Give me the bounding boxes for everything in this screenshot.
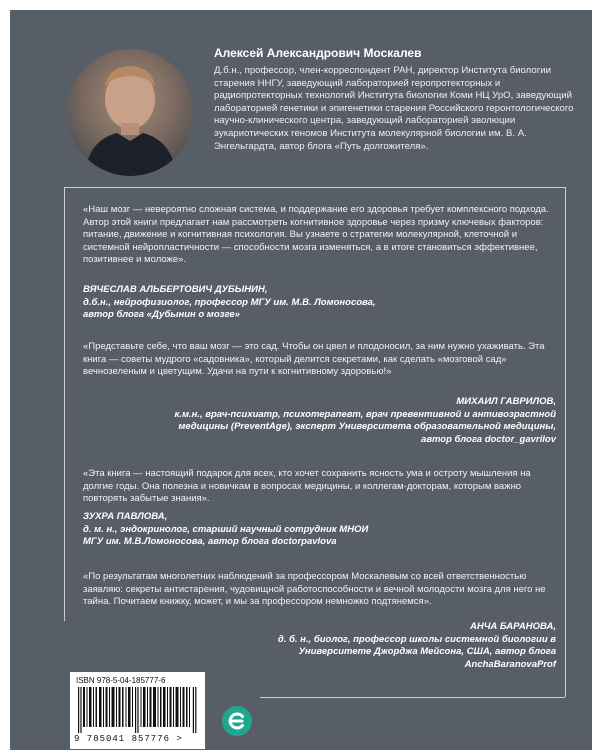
reviewer-name-4: АНЧА БАРАНОВА, [469,621,556,632]
reviewer-name-2: МИХАИЛ ГАВРИЛОВ, [456,396,556,407]
frame-right [565,187,566,697]
review-attribution-2 [170,396,556,446]
back-cover [10,10,592,750]
review-quote-4: «По результатам многолетних наблюдений за профессором Москалевым со всей ответственностью заявляю: секреты антистарения, чудовищной работоспособности и вечной молодости мозга для него не тайна. Почитаем книжку, может, и мы за профессором немножко подтянемся». [83,571,546,608]
review-quote-1: «Наш мозг — невероятно сложная система, и поддержание его здоровья требует комплексного подхода. Автор этой книги предлагает нам рассмотреть когнитивное здоровье через призму ключевых факторов: питание, движение и когнитивная психология. Вы узнаете о стратегии молекулярной, клеточной и системной нейропластичности — способности мозга изменяться, а в итоге становиться эффективнее, позитивнее и моложе». [83,204,549,266]
author-photo [67,49,194,176]
reviewer-credentials-3: д. м. н., эндокринолог, старший научный сотрудник МНОИ МГУ им. М.В.Ломоносова, автор блога doctorpavlova [83,523,369,548]
reviewer-credentials-4: д. б. н., биолог, профессор школы системной биологии в Университете Джорджа Мейсона, США, автор блога AnchaBaranovaProf [277,633,556,670]
review-attribution-4 [260,621,556,671]
review-quote-2: «Представьте себе, что ваш мозг — это сад. Чтобы он цвел и плодоносил, за ним нужно ухаживать. Эта книга — советы мудрого «садовника», который делится секретами, как сделать «мозговой сад» вечнозеленым и цветущим. Удачи на пути к когнитивному здоровью!» [83,341,545,378]
reviewer-credentials-1: д.б.н., нейрофизиолог, профессор МГУ им. М.В. Ломоносова, автор блога «Дубынин о мозге» [83,296,376,321]
frame-top [64,187,565,188]
review-attribution-3 [83,511,383,549]
barcode-bars [78,687,197,733]
reviewer-name-1: ВЯЧЕСЛАВ АЛЬБЕРТОВИЧ ДУБЫНИН, [83,284,268,295]
author-bio: Д.б.н., профессор, член-корреспондент РАН, директор Института биологии старения ННГУ, заведующий лабораторией геропротекторных и радиопротекторных технологий Института биологии Коми НЦ УрО, заведующий лабораторией генетики и эпигенетики старения Российского геронтологического научно-клинического центра, заведующий лабораторией эволюции эукариотических геномов Института молекулярной биологии им. В. А. Энгельгардта, автор блога «Путь долгожителя». [214,65,574,152]
review-attribution-1 [83,284,383,322]
frame-bottom [260,697,565,698]
barcode-digits: 9 785041 857776 > [74,734,183,744]
publisher-logo-icon [222,706,252,736]
author-name: Алексей Александрович Москалев [214,46,422,60]
review-quote-3: «Эта книга — настоящий подарок для всех, кто хочет сохранить ясность ума и остроту мышления на долгие годы. Она полезна и новичкам в вопросах медицины, и коллегам-докторам, которым важно повторять забытые знания». [83,468,531,505]
reviewer-name-3: ЗУХРА ПАВЛОВА, [83,511,168,522]
frame-left [64,187,65,621]
isbn-label: ISBN 978-5-04-185777-6 [76,676,166,685]
reviewer-credentials-2: к.м.н., врач-психиатр, психотерапевт, врач превентивной и антивозрастной медицины (PreventAge), эксперт Университета образовательной медицины, автор блога doctor_gavrilov [174,408,556,445]
barcode [70,672,205,749]
